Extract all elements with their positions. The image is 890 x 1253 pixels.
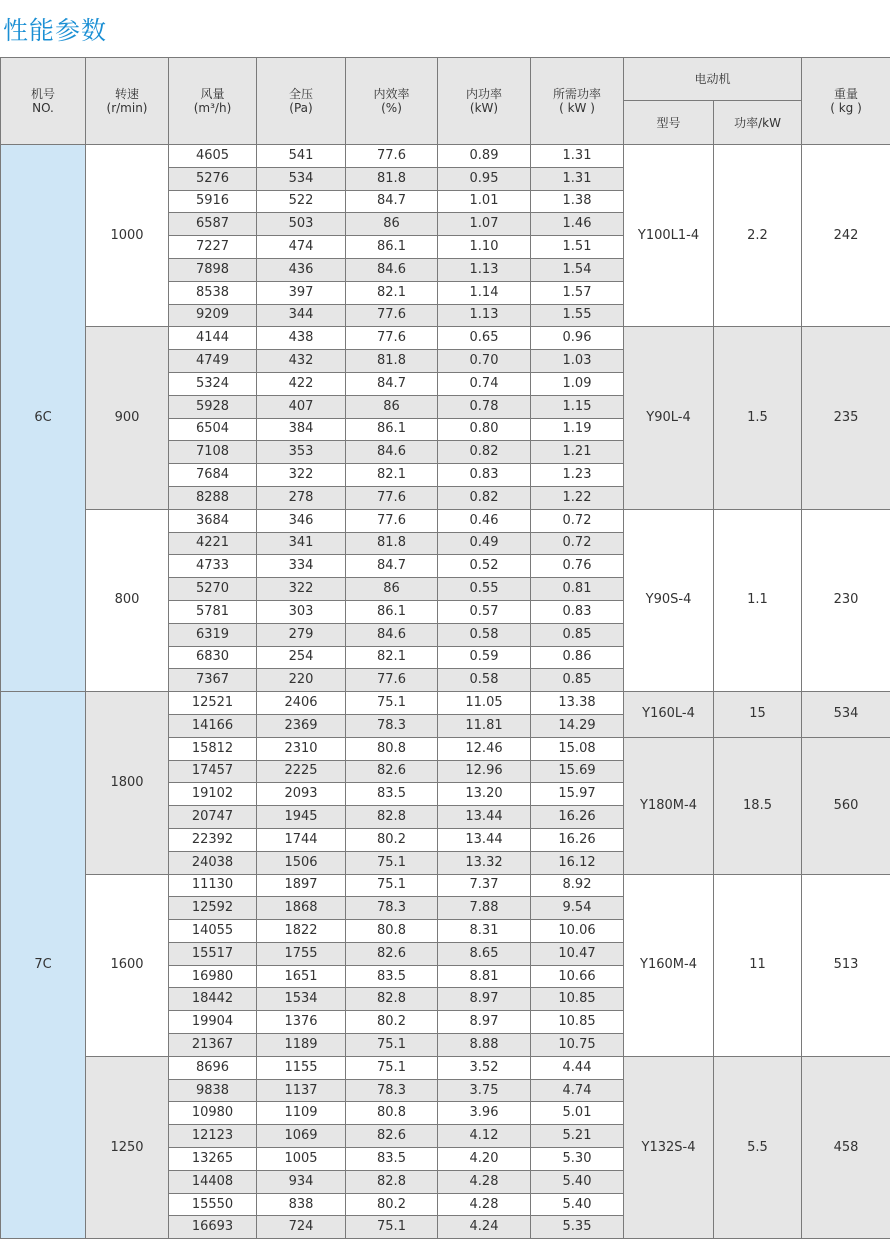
internal-power-cell: 0.83 <box>438 464 531 487</box>
efficiency-cell: 81.8 <box>346 167 438 190</box>
airflow-cell: 6830 <box>169 646 257 669</box>
efficiency-cell: 77.6 <box>346 304 438 327</box>
internal-power-cell: 4.24 <box>438 1216 531 1239</box>
pressure-cell: 934 <box>257 1170 346 1193</box>
internal-power-cell: 1.10 <box>438 236 531 259</box>
pressure-cell: 1651 <box>257 965 346 988</box>
required-power-cell: 4.44 <box>531 1056 624 1079</box>
pressure-cell: 503 <box>257 213 346 236</box>
airflow-cell: 11130 <box>169 874 257 897</box>
speed-cell: 800 <box>86 509 169 691</box>
pressure-cell: 474 <box>257 236 346 259</box>
efficiency-cell: 77.6 <box>346 669 438 692</box>
motor-power-cell: 18.5 <box>714 737 802 874</box>
required-power-cell: 5.30 <box>531 1148 624 1171</box>
weight-cell: 235 <box>802 327 890 509</box>
internal-power-cell: 1.13 <box>438 258 531 281</box>
pressure-cell: 2225 <box>257 760 346 783</box>
internal-power-cell: 0.70 <box>438 350 531 373</box>
internal-power-cell: 0.57 <box>438 600 531 623</box>
table-row <box>1 145 890 168</box>
airflow-cell: 7108 <box>169 441 257 464</box>
efficiency-cell: 86 <box>346 395 438 418</box>
airflow-cell: 20747 <box>169 806 257 829</box>
airflow-cell: 7898 <box>169 258 257 281</box>
required-power-cell: 10.47 <box>531 942 624 965</box>
required-power-cell: 16.26 <box>531 806 624 829</box>
required-power-cell: 1.22 <box>531 486 624 509</box>
pressure-cell: 2093 <box>257 783 346 806</box>
motor-power-cell: 5.5 <box>714 1056 802 1238</box>
performance-table <box>0 57 890 1239</box>
efficiency-cell: 80.2 <box>346 828 438 851</box>
motor-power-cell: 1.1 <box>714 509 802 691</box>
required-power-cell: 0.85 <box>531 669 624 692</box>
internal-power-cell: 4.28 <box>438 1170 531 1193</box>
pressure-cell: 1155 <box>257 1056 346 1079</box>
airflow-cell: 4144 <box>169 327 257 350</box>
required-power-cell: 5.40 <box>531 1193 624 1216</box>
required-power-cell: 0.85 <box>531 623 624 646</box>
required-power-cell: 1.54 <box>531 258 624 281</box>
internal-power-cell: 0.46 <box>438 509 531 532</box>
internal-power-cell: 1.01 <box>438 190 531 213</box>
required-power-cell: 15.69 <box>531 760 624 783</box>
header-motor-power: 功率/kW <box>714 101 802 145</box>
pressure-cell: 220 <box>257 669 346 692</box>
pressure-cell: 2310 <box>257 737 346 760</box>
internal-power-cell: 13.44 <box>438 828 531 851</box>
airflow-cell: 21367 <box>169 1034 257 1057</box>
efficiency-cell: 86.1 <box>346 236 438 259</box>
pressure-cell: 436 <box>257 258 346 281</box>
internal-power-cell: 3.96 <box>438 1102 531 1125</box>
header-machine-no: 机号 NO. <box>1 58 86 145</box>
table-body <box>1 145 890 1239</box>
internal-power-cell: 13.32 <box>438 851 531 874</box>
efficiency-cell: 78.3 <box>346 1079 438 1102</box>
pressure-cell: 1744 <box>257 828 346 851</box>
pressure-cell: 522 <box>257 190 346 213</box>
table-row <box>1 692 890 715</box>
airflow-cell: 6504 <box>169 418 257 441</box>
pressure-cell: 322 <box>257 578 346 601</box>
airflow-cell: 12521 <box>169 692 257 715</box>
pressure-cell: 278 <box>257 486 346 509</box>
internal-power-cell: 0.58 <box>438 669 531 692</box>
weight-cell: 513 <box>802 874 890 1056</box>
pressure-cell: 254 <box>257 646 346 669</box>
required-power-cell: 8.92 <box>531 874 624 897</box>
pressure-cell: 432 <box>257 350 346 373</box>
required-power-cell: 1.38 <box>531 190 624 213</box>
required-power-cell: 1.03 <box>531 350 624 373</box>
efficiency-cell: 81.8 <box>346 350 438 373</box>
required-power-cell: 5.35 <box>531 1216 624 1239</box>
required-power-cell: 0.76 <box>531 555 624 578</box>
airflow-cell: 17457 <box>169 760 257 783</box>
airflow-cell: 12592 <box>169 897 257 920</box>
pressure-cell: 1069 <box>257 1125 346 1148</box>
internal-power-cell: 3.52 <box>438 1056 531 1079</box>
efficiency-cell: 83.5 <box>346 1148 438 1171</box>
internal-power-cell: 0.95 <box>438 167 531 190</box>
page-title: 性能参数 <box>3 16 108 45</box>
weight-cell: 242 <box>802 145 890 327</box>
efficiency-cell: 78.3 <box>346 897 438 920</box>
internal-power-cell: 0.52 <box>438 555 531 578</box>
airflow-cell: 22392 <box>169 828 257 851</box>
pressure-cell: 407 <box>257 395 346 418</box>
pressure-cell: 322 <box>257 464 346 487</box>
pressure-cell: 1189 <box>257 1034 346 1057</box>
airflow-cell: 24038 <box>169 851 257 874</box>
required-power-cell: 1.31 <box>531 167 624 190</box>
required-power-cell: 10.06 <box>531 920 624 943</box>
machine-no-cell: 6C <box>1 145 86 692</box>
efficiency-cell: 84.6 <box>346 441 438 464</box>
required-power-cell: 10.75 <box>531 1034 624 1057</box>
efficiency-cell: 86 <box>346 213 438 236</box>
airflow-cell: 15517 <box>169 942 257 965</box>
efficiency-cell: 83.5 <box>346 783 438 806</box>
required-power-cell: 16.12 <box>531 851 624 874</box>
airflow-cell: 4221 <box>169 532 257 555</box>
pressure-cell: 1822 <box>257 920 346 943</box>
required-power-cell: 10.66 <box>531 965 624 988</box>
pressure-cell: 1137 <box>257 1079 346 1102</box>
airflow-cell: 6319 <box>169 623 257 646</box>
weight-cell: 458 <box>802 1056 890 1238</box>
header-airflow: 风量 (m³/h) <box>169 58 257 145</box>
pressure-cell: 1897 <box>257 874 346 897</box>
internal-power-cell: 0.82 <box>438 441 531 464</box>
efficiency-cell: 86 <box>346 578 438 601</box>
efficiency-cell: 80.8 <box>346 737 438 760</box>
airflow-cell: 12123 <box>169 1125 257 1148</box>
motor-power-cell: 15 <box>714 692 802 738</box>
pressure-cell: 422 <box>257 372 346 395</box>
internal-power-cell: 8.88 <box>438 1034 531 1057</box>
pressure-cell: 1755 <box>257 942 346 965</box>
internal-power-cell: 4.12 <box>438 1125 531 1148</box>
header-weight: 重量 ( kg ) <box>802 58 890 145</box>
motor-power-cell: 11 <box>714 874 802 1056</box>
required-power-cell: 0.86 <box>531 646 624 669</box>
airflow-cell: 9838 <box>169 1079 257 1102</box>
table-header <box>1 58 890 145</box>
efficiency-cell: 75.1 <box>346 1216 438 1239</box>
motor-model-cell: Y160M-4 <box>624 874 714 1056</box>
required-power-cell: 1.51 <box>531 236 624 259</box>
efficiency-cell: 75.1 <box>346 1034 438 1057</box>
airflow-cell: 19904 <box>169 1011 257 1034</box>
internal-power-cell: 11.05 <box>438 692 531 715</box>
table-row <box>1 509 890 532</box>
airflow-cell: 8696 <box>169 1056 257 1079</box>
internal-power-cell: 11.81 <box>438 714 531 737</box>
pressure-cell: 279 <box>257 623 346 646</box>
efficiency-cell: 84.7 <box>346 555 438 578</box>
efficiency-cell: 84.6 <box>346 623 438 646</box>
efficiency-cell: 78.3 <box>346 714 438 737</box>
required-power-cell: 10.85 <box>531 1011 624 1034</box>
internal-power-cell: 0.58 <box>438 623 531 646</box>
efficiency-cell: 84.6 <box>346 258 438 281</box>
airflow-cell: 5276 <box>169 167 257 190</box>
internal-power-cell: 3.75 <box>438 1079 531 1102</box>
pressure-cell: 1945 <box>257 806 346 829</box>
internal-power-cell: 12.46 <box>438 737 531 760</box>
internal-power-cell: 8.97 <box>438 1011 531 1034</box>
motor-model-cell: Y90L-4 <box>624 327 714 509</box>
internal-power-cell: 4.20 <box>438 1148 531 1171</box>
machine-no-cell: 7C <box>1 692 86 1239</box>
pressure-cell: 346 <box>257 509 346 532</box>
efficiency-cell: 80.8 <box>346 920 438 943</box>
airflow-cell: 5324 <box>169 372 257 395</box>
efficiency-cell: 82.6 <box>346 1125 438 1148</box>
internal-power-cell: 0.78 <box>438 395 531 418</box>
airflow-cell: 7684 <box>169 464 257 487</box>
airflow-cell: 7227 <box>169 236 257 259</box>
required-power-cell: 1.09 <box>531 372 624 395</box>
airflow-cell: 16980 <box>169 965 257 988</box>
pressure-cell: 724 <box>257 1216 346 1239</box>
pressure-cell: 534 <box>257 167 346 190</box>
internal-power-cell: 0.59 <box>438 646 531 669</box>
internal-power-cell: 12.96 <box>438 760 531 783</box>
required-power-cell: 13.38 <box>531 692 624 715</box>
internal-power-cell: 1.07 <box>438 213 531 236</box>
efficiency-cell: 82.1 <box>346 464 438 487</box>
pressure-cell: 541 <box>257 145 346 168</box>
required-power-cell: 1.31 <box>531 145 624 168</box>
efficiency-cell: 84.7 <box>346 190 438 213</box>
pressure-cell: 303 <box>257 600 346 623</box>
motor-power-cell: 1.5 <box>714 327 802 509</box>
required-power-cell: 1.23 <box>531 464 624 487</box>
motor-model-cell: Y132S-4 <box>624 1056 714 1238</box>
required-power-cell: 1.55 <box>531 304 624 327</box>
speed-cell: 1250 <box>86 1056 169 1238</box>
required-power-cell: 9.54 <box>531 897 624 920</box>
internal-power-cell: 7.37 <box>438 874 531 897</box>
efficiency-cell: 82.8 <box>346 806 438 829</box>
speed-cell: 1800 <box>86 692 169 874</box>
efficiency-cell: 75.1 <box>346 1056 438 1079</box>
airflow-cell: 5270 <box>169 578 257 601</box>
airflow-cell: 4749 <box>169 350 257 373</box>
required-power-cell: 0.72 <box>531 532 624 555</box>
airflow-cell: 14408 <box>169 1170 257 1193</box>
pressure-cell: 397 <box>257 281 346 304</box>
internal-power-cell: 0.74 <box>438 372 531 395</box>
efficiency-cell: 82.1 <box>346 646 438 669</box>
airflow-cell: 8538 <box>169 281 257 304</box>
efficiency-cell: 81.8 <box>346 532 438 555</box>
speed-cell: 1000 <box>86 145 169 327</box>
pressure-cell: 1376 <box>257 1011 346 1034</box>
internal-power-cell: 8.65 <box>438 942 531 965</box>
internal-power-cell: 0.55 <box>438 578 531 601</box>
efficiency-cell: 82.6 <box>346 942 438 965</box>
pressure-cell: 2406 <box>257 692 346 715</box>
efficiency-cell: 77.6 <box>346 145 438 168</box>
efficiency-cell: 82.8 <box>346 988 438 1011</box>
internal-power-cell: 0.80 <box>438 418 531 441</box>
efficiency-cell: 75.1 <box>346 874 438 897</box>
efficiency-cell: 83.5 <box>346 965 438 988</box>
internal-power-cell: 13.44 <box>438 806 531 829</box>
speed-cell: 1600 <box>86 874 169 1056</box>
efficiency-cell: 86.1 <box>346 600 438 623</box>
efficiency-cell: 82.1 <box>346 281 438 304</box>
efficiency-cell: 86.1 <box>346 418 438 441</box>
header-pressure: 全压 (Pa) <box>257 58 346 145</box>
required-power-cell: 0.72 <box>531 509 624 532</box>
table-row <box>1 874 890 897</box>
required-power-cell: 0.83 <box>531 600 624 623</box>
efficiency-cell: 82.8 <box>346 1170 438 1193</box>
required-power-cell: 1.46 <box>531 213 624 236</box>
required-power-cell: 0.81 <box>531 578 624 601</box>
pressure-cell: 384 <box>257 418 346 441</box>
table-row <box>1 327 890 350</box>
header-internal-power: 内功率 (kW) <box>438 58 531 145</box>
airflow-cell: 19102 <box>169 783 257 806</box>
internal-power-cell: 1.13 <box>438 304 531 327</box>
efficiency-cell: 82.6 <box>346 760 438 783</box>
efficiency-cell: 84.7 <box>346 372 438 395</box>
airflow-cell: 7367 <box>169 669 257 692</box>
airflow-cell: 5916 <box>169 190 257 213</box>
required-power-cell: 16.26 <box>531 828 624 851</box>
pressure-cell: 353 <box>257 441 346 464</box>
efficiency-cell: 80.2 <box>346 1193 438 1216</box>
header-efficiency: 内效率 (%) <box>346 58 438 145</box>
pressure-cell: 1506 <box>257 851 346 874</box>
pressure-cell: 341 <box>257 532 346 555</box>
pressure-cell: 344 <box>257 304 346 327</box>
weight-cell: 230 <box>802 509 890 691</box>
airflow-cell: 4605 <box>169 145 257 168</box>
motor-model-cell: Y90S-4 <box>624 509 714 691</box>
efficiency-cell: 77.6 <box>346 509 438 532</box>
airflow-cell: 15812 <box>169 737 257 760</box>
motor-model-cell: Y100L1-4 <box>624 145 714 327</box>
airflow-cell: 14166 <box>169 714 257 737</box>
internal-power-cell: 0.49 <box>438 532 531 555</box>
internal-power-cell: 0.65 <box>438 327 531 350</box>
pressure-cell: 1005 <box>257 1148 346 1171</box>
airflow-cell: 8288 <box>169 486 257 509</box>
airflow-cell: 6587 <box>169 213 257 236</box>
internal-power-cell: 4.28 <box>438 1193 531 1216</box>
header-speed: 转速 (r/min) <box>86 58 169 145</box>
pressure-cell: 838 <box>257 1193 346 1216</box>
required-power-cell: 14.29 <box>531 714 624 737</box>
pressure-cell: 1109 <box>257 1102 346 1125</box>
required-power-cell: 5.40 <box>531 1170 624 1193</box>
efficiency-cell: 77.6 <box>346 486 438 509</box>
internal-power-cell: 0.89 <box>438 145 531 168</box>
efficiency-cell: 80.8 <box>346 1102 438 1125</box>
header-required-power: 所需功率 ( kW ) <box>531 58 624 145</box>
airflow-cell: 16693 <box>169 1216 257 1239</box>
required-power-cell: 5.21 <box>531 1125 624 1148</box>
pressure-cell: 438 <box>257 327 346 350</box>
required-power-cell: 1.57 <box>531 281 624 304</box>
airflow-cell: 5781 <box>169 600 257 623</box>
internal-power-cell: 7.88 <box>438 897 531 920</box>
efficiency-cell: 75.1 <box>346 692 438 715</box>
required-power-cell: 15.08 <box>531 737 624 760</box>
efficiency-cell: 77.6 <box>346 327 438 350</box>
internal-power-cell: 8.81 <box>438 965 531 988</box>
weight-cell: 534 <box>802 692 890 738</box>
required-power-cell: 4.74 <box>531 1079 624 1102</box>
speed-cell: 900 <box>86 327 169 509</box>
required-power-cell: 5.01 <box>531 1102 624 1125</box>
header-motor-model: 型号 <box>624 101 714 145</box>
internal-power-cell: 13.20 <box>438 783 531 806</box>
required-power-cell: 1.15 <box>531 395 624 418</box>
airflow-cell: 3684 <box>169 509 257 532</box>
airflow-cell: 18442 <box>169 988 257 1011</box>
pressure-cell: 2369 <box>257 714 346 737</box>
internal-power-cell: 0.82 <box>438 486 531 509</box>
table-row <box>1 1056 890 1079</box>
airflow-cell: 10980 <box>169 1102 257 1125</box>
efficiency-cell: 75.1 <box>346 851 438 874</box>
required-power-cell: 15.97 <box>531 783 624 806</box>
internal-power-cell: 8.31 <box>438 920 531 943</box>
required-power-cell: 10.85 <box>531 988 624 1011</box>
airflow-cell: 9209 <box>169 304 257 327</box>
airflow-cell: 4733 <box>169 555 257 578</box>
efficiency-cell: 80.2 <box>346 1011 438 1034</box>
weight-cell: 560 <box>802 737 890 874</box>
header-motor: 电动机 <box>624 58 802 101</box>
motor-model-cell: Y180M-4 <box>624 737 714 874</box>
required-power-cell: 1.19 <box>531 418 624 441</box>
airflow-cell: 14055 <box>169 920 257 943</box>
pressure-cell: 334 <box>257 555 346 578</box>
airflow-cell: 5928 <box>169 395 257 418</box>
required-power-cell: 1.21 <box>531 441 624 464</box>
airflow-cell: 13265 <box>169 1148 257 1171</box>
internal-power-cell: 1.14 <box>438 281 531 304</box>
motor-model-cell: Y160L-4 <box>624 692 714 738</box>
pressure-cell: 1868 <box>257 897 346 920</box>
motor-power-cell: 2.2 <box>714 145 802 327</box>
airflow-cell: 15550 <box>169 1193 257 1216</box>
required-power-cell: 0.96 <box>531 327 624 350</box>
internal-power-cell: 8.97 <box>438 988 531 1011</box>
pressure-cell: 1534 <box>257 988 346 1011</box>
